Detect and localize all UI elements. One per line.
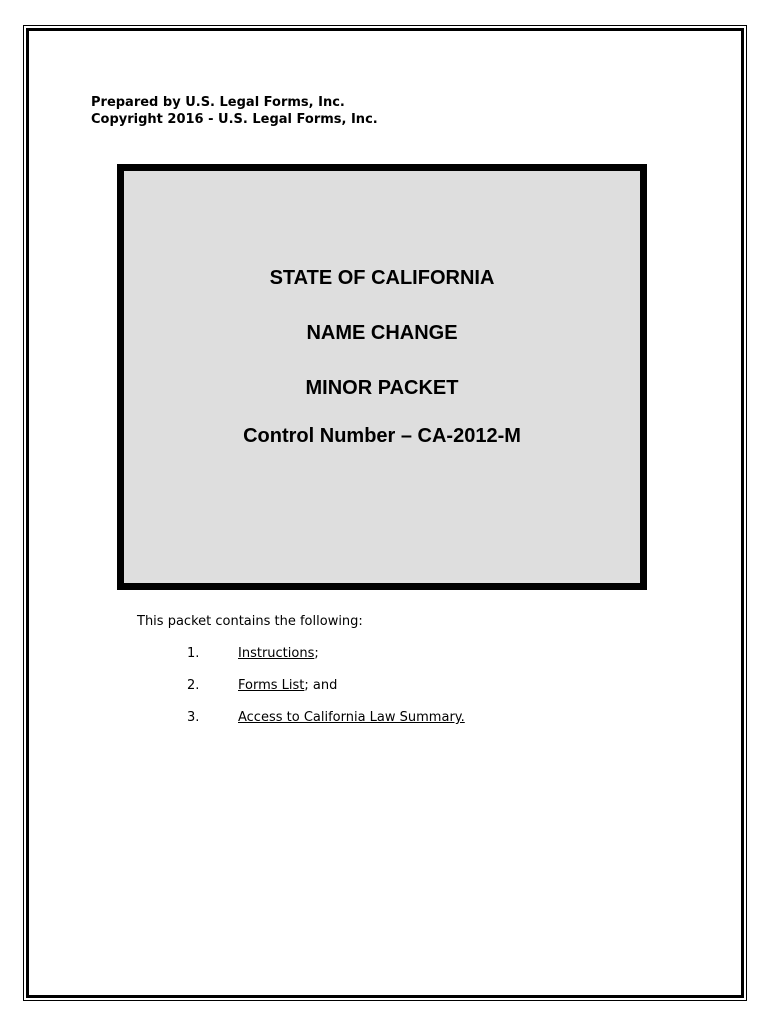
packet-type: MINOR PACKET [305, 377, 459, 399]
list-number: 3. [187, 710, 200, 725]
copyright-line: Copyright 2016 - U.S. Legal Forms, Inc. [91, 112, 378, 127]
preparer-block [91, 94, 378, 128]
contents-intro: This packet contains the following: [137, 614, 363, 629]
cover-title-box [117, 164, 647, 590]
prepared-by-line: Prepared by U.S. Legal Forms, Inc. [91, 95, 345, 110]
document-title: NAME CHANGE [306, 322, 458, 344]
state-title: STATE OF CALIFORNIA [269, 267, 495, 289]
instructions-link[interactable]: Instructions [238, 646, 315, 661]
list-suffix: ; [314, 646, 319, 661]
list-number: 2. [187, 678, 200, 693]
law-summary-link[interactable]: Access to California Law Summary. [238, 710, 465, 725]
control-number: Control Number – CA-2012-M [243, 425, 521, 447]
forms-list-link[interactable]: Forms List [238, 678, 305, 693]
list-number: 1. [187, 646, 200, 661]
list-suffix: ; and [304, 678, 338, 693]
